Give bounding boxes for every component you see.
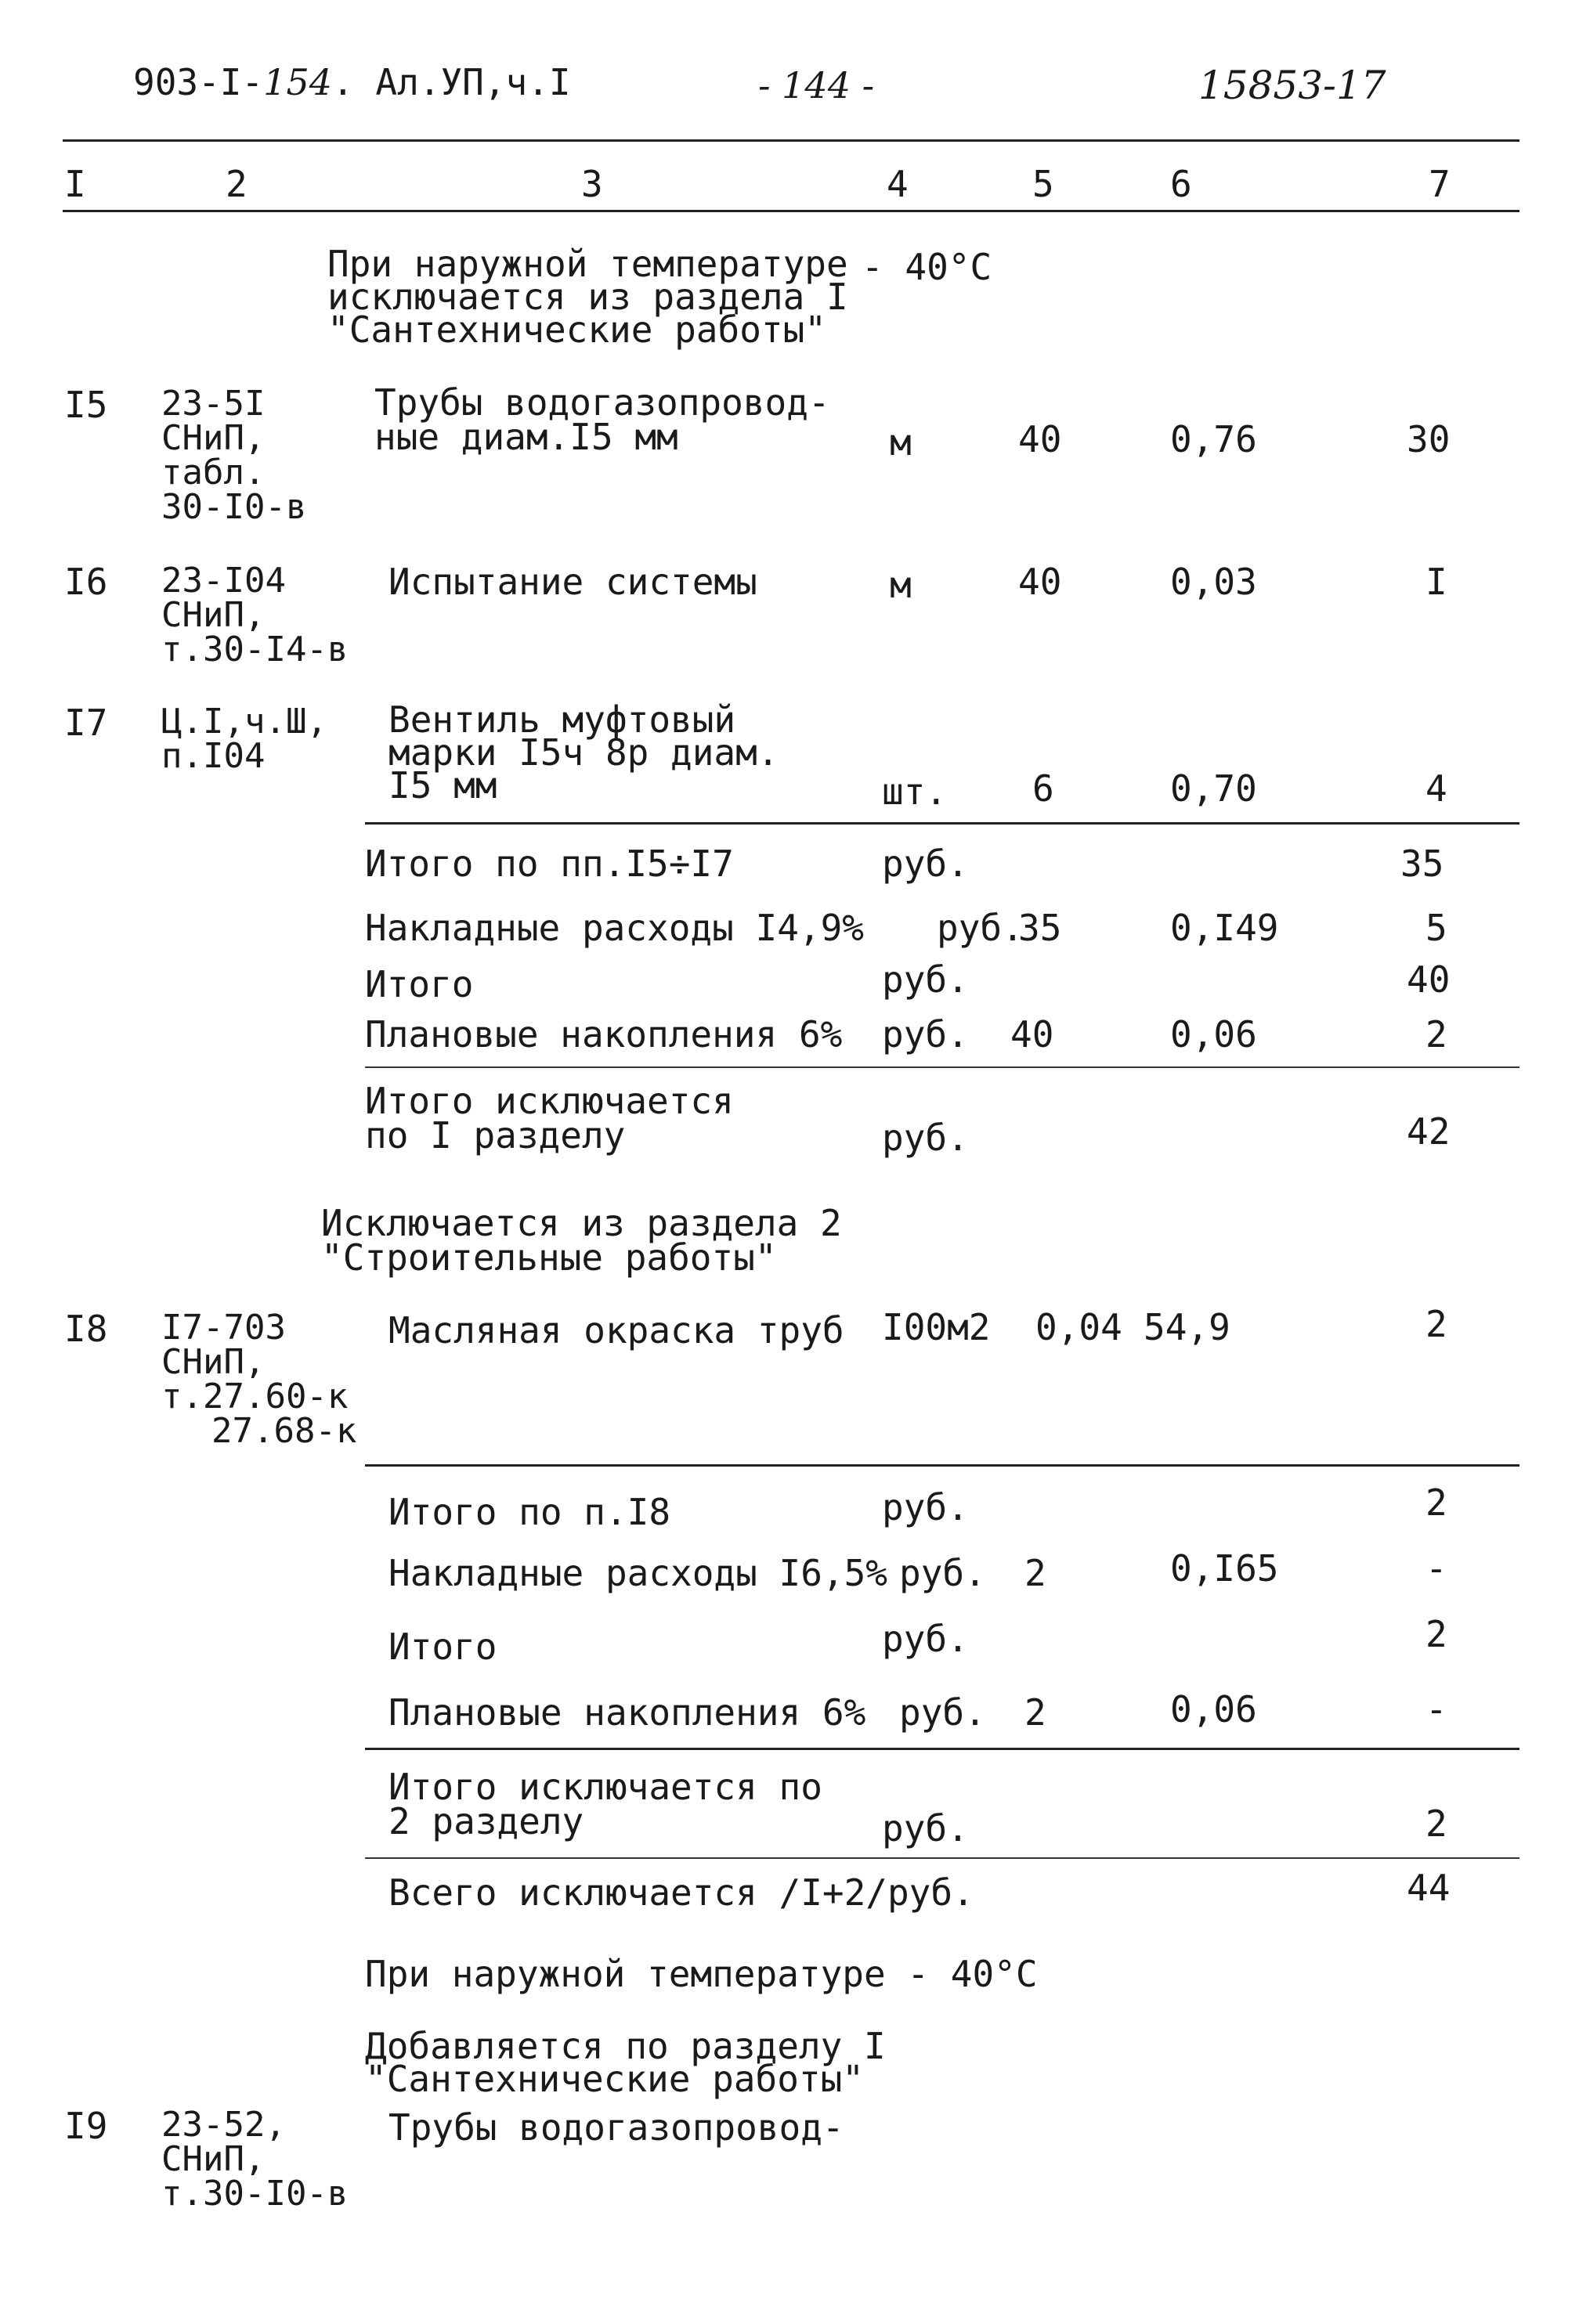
summary2-overhead-unit: руб. xyxy=(899,1552,986,1594)
row-15-desc-2: ные диам.I5 мм xyxy=(374,416,678,458)
row-18-unit: I00м2 xyxy=(882,1306,991,1348)
summary2-total-total: 2 xyxy=(1425,1613,1447,1655)
col-header-1: I xyxy=(64,163,86,205)
summary2-subtotal-label: Итого по п.I8 xyxy=(388,1491,671,1533)
summary2-planned-label: Плановые накопления 6% xyxy=(388,1691,866,1734)
row-15-ref-4: 30-I0-в xyxy=(161,487,307,527)
intro-line-2: исключается из раздела I xyxy=(327,276,848,318)
header-rule xyxy=(63,139,1519,142)
summary1-bottom-rule xyxy=(365,1066,1519,1068)
col-header-6: 6 xyxy=(1170,163,1192,205)
summary2-planned-unit: руб. xyxy=(899,1691,986,1734)
row-15-total: 30 xyxy=(1407,418,1451,460)
row-15-ref-1: 23-5I xyxy=(161,384,266,424)
column-header-rule xyxy=(63,210,1519,212)
summary1-total-total: 40 xyxy=(1407,958,1451,1001)
row-18-ref-1: I7-703 xyxy=(161,1308,286,1348)
excluded2-line-2: 2 разделу xyxy=(388,1800,584,1842)
excluded1-total: 42 xyxy=(1407,1110,1451,1153)
col-header-7: 7 xyxy=(1429,163,1451,205)
summary1-top-rule xyxy=(365,822,1519,825)
footer-add-line-2: "Сантехнические работы" xyxy=(365,2058,864,2100)
row-17-desc-2: марки I5ч 8р диам. xyxy=(388,731,779,774)
excluded2-line-1: Итого исключается по xyxy=(388,1766,822,1808)
row-15-desc-1: Трубы водогазопровод- xyxy=(374,381,830,424)
summary1-total-unit: руб. xyxy=(882,958,969,1001)
row-17-qty: 6 xyxy=(1032,767,1054,810)
row-17-price: 0,70 xyxy=(1170,767,1257,810)
summary2-overhead-qty: 2 xyxy=(1024,1552,1046,1594)
excluded2-unit: руб. xyxy=(882,1807,969,1849)
summary1-subtotal-unit: руб. xyxy=(882,843,969,885)
col-header-4: 4 xyxy=(887,163,909,205)
row-18-ref-2: СНиП, xyxy=(161,1342,266,1382)
row-18-price: 54,9 xyxy=(1144,1306,1230,1348)
summary1-planned-total: 2 xyxy=(1425,1013,1447,1056)
row-16-ref-2: СНиП, xyxy=(161,595,266,635)
summary1-overhead-unit: руб. xyxy=(937,907,1024,949)
row-16-total: I xyxy=(1425,561,1447,603)
row-17-desc-1: Вентиль муфтовый xyxy=(388,698,736,741)
section2-heading-2: "Строительные работы" xyxy=(321,1236,777,1279)
summary2-subtotal-total: 2 xyxy=(1425,1481,1447,1524)
doc-code: 903-I-154. Ал.УП,ч.I xyxy=(133,61,571,103)
page-number: - 144 - xyxy=(758,64,875,106)
row-15-qty: 40 xyxy=(1018,418,1062,460)
col-header-2: 2 xyxy=(226,163,248,205)
document-number: 15853-17 xyxy=(1198,63,1386,108)
summary1-planned-qty: 40 xyxy=(1010,1013,1054,1056)
row-19-ref-2: СНиП, xyxy=(161,2139,266,2179)
summary2-total-unit: руб. xyxy=(882,1618,969,1660)
row-16-unit: м xyxy=(890,564,912,606)
summary2-top-rule xyxy=(365,1464,1519,1467)
summary1-subtotal-label: Итого по пп.I5÷I7 xyxy=(365,843,734,885)
row-16-number: I6 xyxy=(64,561,108,603)
summary1-overhead-total: 5 xyxy=(1425,907,1447,949)
section2-heading-1: Исключается из раздела 2 xyxy=(321,1202,842,1244)
grand-total-label: Всего исключается /I+2/руб. xyxy=(388,1871,974,1914)
row-19-number: I9 xyxy=(64,2105,108,2147)
summary2-subtotal-unit: руб. xyxy=(882,1486,969,1528)
intro-line-3: "Сантехнические работы" xyxy=(327,309,826,351)
summary1-total-label: Итого xyxy=(365,963,474,1005)
row-18-number: I8 xyxy=(64,1308,108,1350)
summary2-overhead-label: Накладные расходы I6,5% xyxy=(388,1552,887,1594)
row-17-desc-3: I5 мм xyxy=(388,764,497,807)
footer-temperature-line: При наружной температуре - 40°С xyxy=(365,1953,1038,1995)
row-18-ref-3: т.27.60-к xyxy=(161,1377,349,1416)
intro-line-1: При наружной температуре xyxy=(327,243,848,285)
row-16-desc: Испытание системы xyxy=(388,561,757,603)
row-16-price: 0,03 xyxy=(1170,561,1257,603)
footer-add-line-1: Добавляется по разделу I xyxy=(365,2025,886,2067)
row-18-total: 2 xyxy=(1425,1303,1447,1345)
summary1-overhead-label: Накладные расходы I4,9% xyxy=(365,907,864,949)
summary1-planned-unit: руб. xyxy=(882,1013,969,1056)
row-19-desc: Трубы водогазопровод- xyxy=(388,2106,844,2149)
summary1-overhead-rate: 0,I49 xyxy=(1170,907,1279,949)
row-15-unit: м xyxy=(890,421,912,464)
summary2-planned-qty: 2 xyxy=(1024,1691,1046,1734)
col-header-5: 5 xyxy=(1032,163,1054,205)
row-19-ref-1: 23-52, xyxy=(161,2105,286,2145)
summary1-planned-label: Плановые накопления 6% xyxy=(365,1013,843,1056)
row-17-unit: шт. xyxy=(882,770,948,813)
row-15-number: I5 xyxy=(64,384,108,426)
row-17-ref-1: Ц.I,ч.Ш, xyxy=(161,702,327,742)
summary2-overhead-rate: 0,I65 xyxy=(1170,1547,1279,1590)
excluded1-line-1: Итого исключается xyxy=(365,1080,734,1122)
summary2-bottom-rule xyxy=(365,1748,1519,1750)
row-18-ref-4: 27.68-к xyxy=(211,1411,357,1451)
summary2-planned-rate: 0,06 xyxy=(1170,1688,1257,1730)
summary1-planned-rate: 0,06 xyxy=(1170,1013,1257,1056)
summary1-overhead-qty: 35 xyxy=(1018,907,1062,949)
grand-total-value: 44 xyxy=(1407,1867,1451,1909)
row-16-qty: 40 xyxy=(1018,561,1062,603)
row-17-number: I7 xyxy=(64,702,108,744)
intro-temperature: - 40°С xyxy=(862,246,992,288)
summary2-overhead-total: - xyxy=(1425,1547,1447,1590)
row-17-total: 4 xyxy=(1425,767,1447,810)
summary2-total-label: Итого xyxy=(388,1626,497,1668)
excluded1-line-2: по I разделу xyxy=(365,1114,626,1157)
row-17-ref-2: п.I04 xyxy=(161,736,266,776)
row-16-ref-3: т.30-I4-в xyxy=(161,630,349,669)
summary1-subtotal-total: 35 xyxy=(1400,843,1444,885)
excluded1-unit: руб. xyxy=(882,1117,969,1159)
row-18-desc: Масляная окраска труб xyxy=(388,1309,844,1351)
col-header-3: 3 xyxy=(581,163,603,205)
row-15-price: 0,76 xyxy=(1170,418,1257,460)
summary2-planned-total: - xyxy=(1425,1688,1447,1730)
grand-total-rule xyxy=(365,1857,1519,1859)
row-15-ref-3: табл. xyxy=(161,453,266,493)
row-16-ref-1: 23-I04 xyxy=(161,561,286,601)
row-15-ref-2: СНиП, xyxy=(161,418,266,458)
row-19-ref-3: т.30-I0-в xyxy=(161,2174,349,2214)
row-18-qty: 0,04 xyxy=(1035,1306,1122,1348)
excluded2-total: 2 xyxy=(1425,1803,1447,1845)
